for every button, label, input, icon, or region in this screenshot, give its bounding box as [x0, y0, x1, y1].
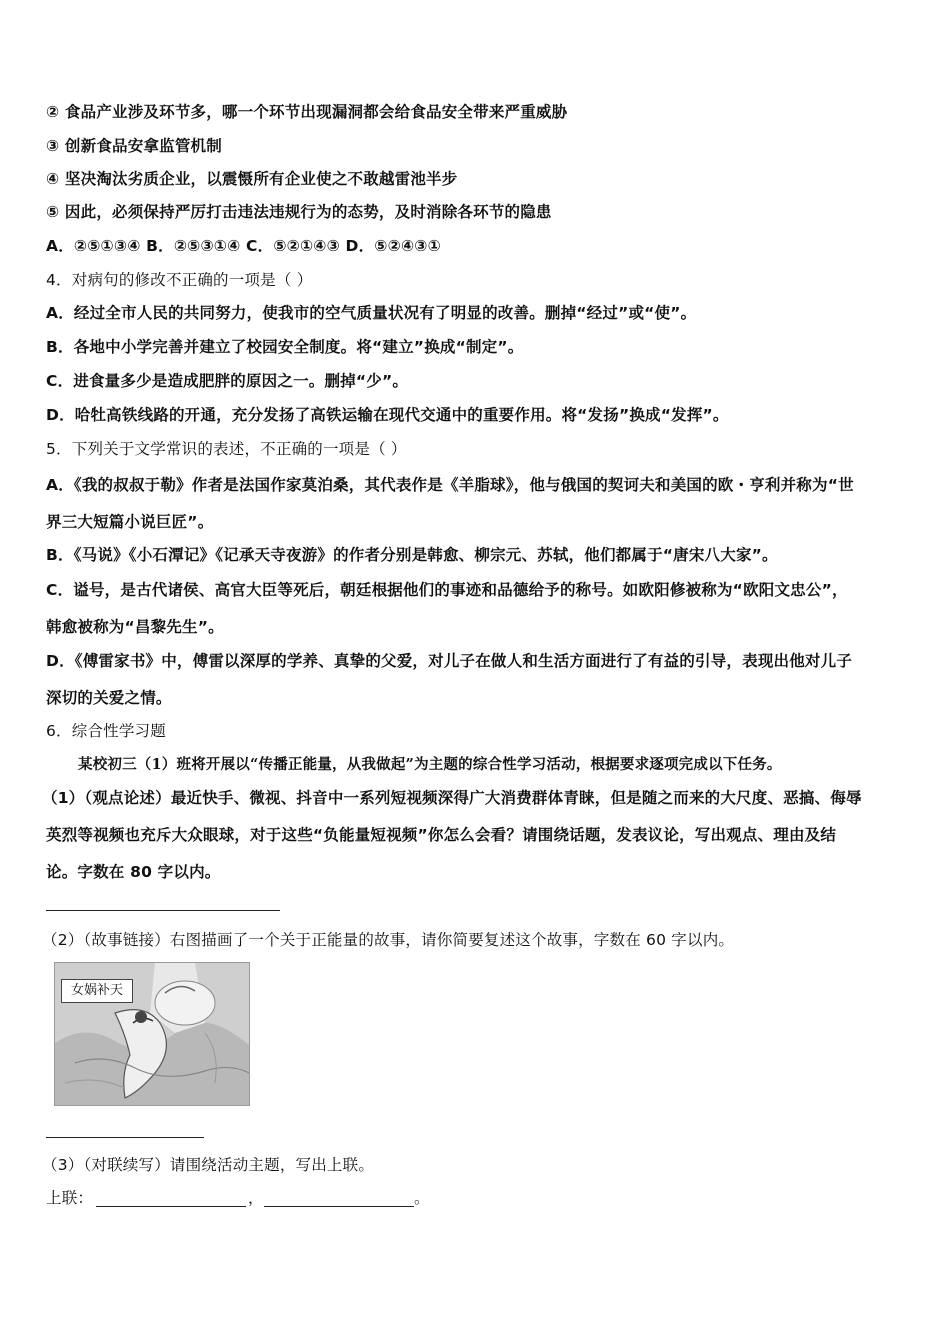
- question-5-option-b: B．《马说》《小石潭记》《记承天寺夜游》的作者分别是韩愈、柳宗元、苏轼，他们都属于“唐宋八大家”。: [46, 546, 778, 564]
- question-4-option-b: B．各地中小学完善并建立了校园安全制度。将“建立”换成“制定”。: [46, 338, 524, 356]
- task-1-line1: （1）（观点论述）最近快手、微视、抖音中一系列短视频深得广大消费群体青睐，但是随之而来的大尺度、恶搞、侮辱: [42, 789, 862, 807]
- question-6-intro: 某校初三（1）班将开展以“传播正能量，从我做起”为主题的综合性学习活动，根据要求逐项完成以下任务。: [78, 756, 782, 773]
- nuwa-illustration: [54, 962, 250, 1106]
- question-6-stem: 6．综合性学习题: [46, 722, 166, 740]
- question-5-stem: 5．下列关于文学常识的表述，不正确的一项是（ ）: [46, 440, 407, 458]
- couplet-blank-1[interactable]: [96, 1206, 246, 1207]
- option-line-5: ⑤ 因此，必须保持严厉打击违法违规行为的态势，及时消除各环节的隐患: [46, 203, 552, 221]
- question-5-option-a-line2: 界三大短篇小说巨匠”。: [46, 513, 214, 531]
- question-5-option-d-line2: 深切的关爱之情。: [46, 689, 172, 707]
- question-4-option-a: A．经过全市人民的共同努力，使我市的空气质量状况有了明显的改善。删掉“经过”或“使”。: [46, 304, 697, 322]
- figure-caption: 女娲补天: [61, 979, 133, 1003]
- question-4-option-d: D．哈牡高铁线路的开通，充分发扬了高铁运输在现代交通中的重要作用。将“发扬”换成“发挥”。: [46, 406, 729, 424]
- task-3-prompt: （3）（对联续写）请围绕活动主题，写出上联。: [42, 1156, 375, 1174]
- couplet-period: 。: [414, 1189, 430, 1207]
- question-5-option-d-line1: D．《傅雷家书》中，傅雷以深厚的学养、真挚的父爱，对儿子在做人和生活方面进行了有益的引导，表现出他对儿子: [46, 652, 853, 670]
- question-4-option-c: C．进食量多少是造成肥胖的原因之一。删掉“少”。: [46, 372, 409, 390]
- couplet-blank-2[interactable]: [264, 1206, 414, 1207]
- task-2-prompt: （2）（故事链接）右图描画了一个关于正能量的故事，请你简要复述这个故事，字数在 60 字以内。: [42, 931, 735, 949]
- answer-line-task-1[interactable]: [46, 910, 280, 911]
- task-1-line3: 论。字数在 80 字以内。: [46, 863, 221, 881]
- option-line-2: ② 食品产业涉及环节多，哪一个环节出现漏洞都会给食品安全带来严重威胁: [46, 103, 568, 121]
- option-line-3: ③ 创新食品安拿监管机制: [46, 137, 222, 155]
- question-5-option-c-line2: 韩愈被称为“昌黎先生”。: [46, 618, 224, 636]
- task-1-line2: 英烈等视频也充斥大众眼球，对于这些“负能量短视频”你怎么会看？请围绕话题，发表议论，写出观点、理由及结: [46, 826, 837, 844]
- option-line-4: ④ 坚决淘汰劣质企业，以震慑所有企业使之不敢越雷池半步: [46, 170, 458, 188]
- question-4-stem: 4．对病句的修改不正确的一项是（ ）: [46, 271, 313, 289]
- answer-choices-q3: A．②⑤①③④ B．②⑤③①④ C．⑤②①④③ D．⑤②④③①: [46, 237, 441, 255]
- couplet-label: 上联：: [46, 1189, 94, 1207]
- question-5-option-c-line1: C．谥号，是古代诸侯、高官大臣等死后，朝廷根据他们的事迹和品德给予的称号。如欧阳修被称为“欧阳文忠公”，: [46, 581, 848, 599]
- question-5-option-a-line1: A．《我的叔叔于勒》作者是法国作家莫泊桑，其代表作是《羊脂球》，他与俄国的契诃夫和美国的欧・亨利并称为“世: [46, 476, 854, 494]
- couplet-comma: ，: [248, 1189, 264, 1207]
- answer-line-task-2[interactable]: [46, 1137, 204, 1138]
